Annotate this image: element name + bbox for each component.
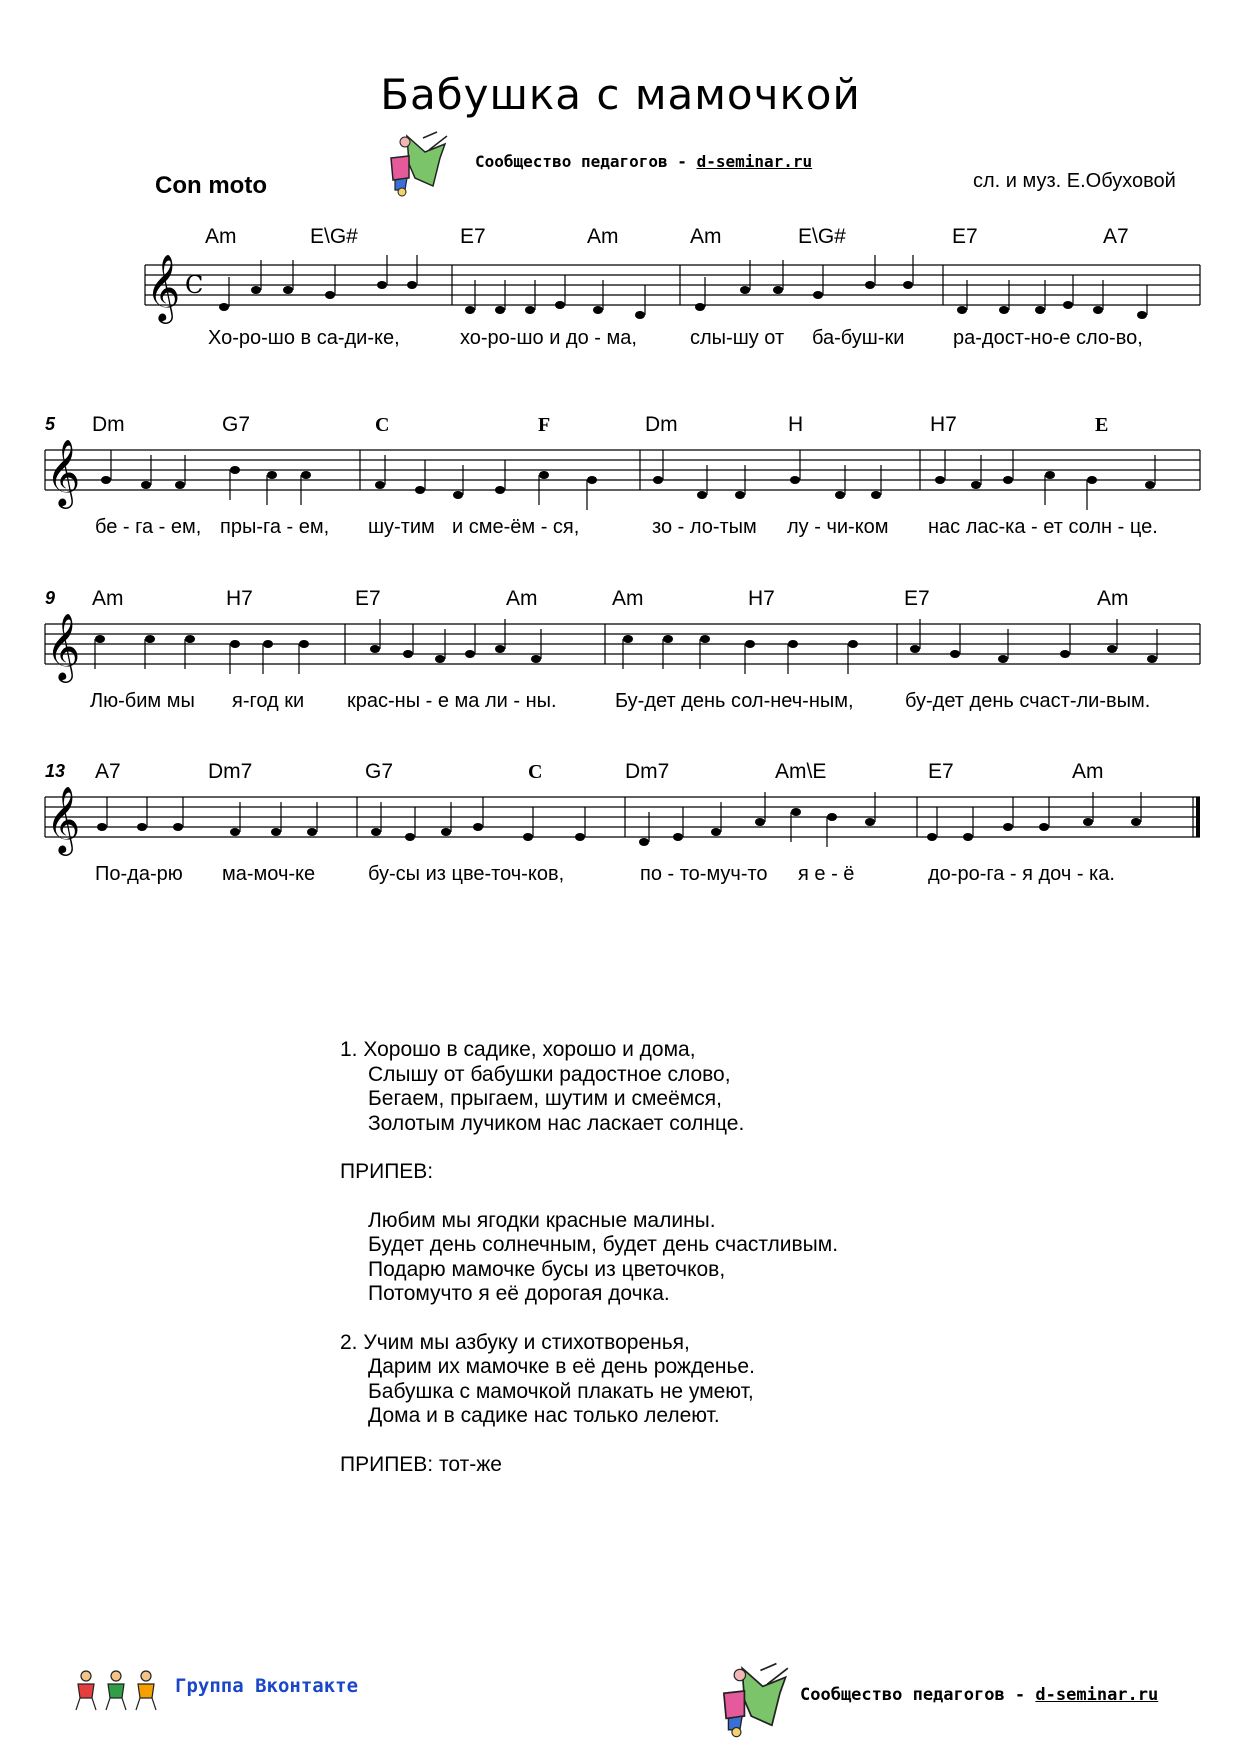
lyric-line: я е - ё xyxy=(798,863,855,885)
lyric-line: ба-буш-ки xyxy=(812,327,905,349)
verse-1-line: Слышу от бабушки радостное слово, xyxy=(368,1062,731,1086)
verse-2-line: Бабушка с мамочкой плакать не умеют, xyxy=(368,1379,754,1403)
verse-1-line: 1. Хорошо в садике, хорошо и дома, xyxy=(340,1038,696,1061)
footer-site-link[interactable]: d-seminar.ru xyxy=(1035,1685,1159,1705)
chord-symbol: Am\E xyxy=(775,760,827,783)
measure-number: 5 xyxy=(45,414,56,434)
chord-symbol: E7 xyxy=(952,225,978,248)
community-site-link[interactable]: d-seminar.ru xyxy=(696,152,813,171)
chord-symbol: H7 xyxy=(930,413,957,436)
verse-1-line: Бегаем, прыгаем, шутим и смеёмся, xyxy=(368,1087,722,1110)
lyric-line: крас-ны - е ма ли - ны. xyxy=(347,690,557,712)
staff-system-1 xyxy=(0,225,1241,375)
chord-symbol: H xyxy=(788,413,804,436)
staff-system-4 xyxy=(0,745,1241,895)
staff xyxy=(0,225,1241,375)
chord-symbol: E\G# xyxy=(310,225,358,248)
treble-clef-icon: 𝄞 xyxy=(46,438,81,506)
chorus-line: Подарю мамочке бусы из цветочков, xyxy=(368,1257,726,1281)
dancing-kids-icon xyxy=(72,1668,162,1712)
verse-2-line: Дарим их мамочке в её день рожденье. xyxy=(368,1355,755,1378)
lyric-line: бу-сы из цве-точ-ков, xyxy=(368,863,565,885)
chord-symbol: E7 xyxy=(904,587,930,610)
chord-symbol: A7 xyxy=(1103,225,1129,248)
lyric-line: бе - га - ем, xyxy=(95,516,202,538)
song-title: Бабушка с мамочкой xyxy=(380,70,861,119)
lyric-line: до-ро-га - я доч - ка. xyxy=(928,863,1115,885)
footer-community-label: Сообщество педагогов - xyxy=(800,1685,1026,1705)
lyric-line: бу-дет день счаст-ли-вым. xyxy=(905,690,1151,712)
lyric-line: и сме-ём - ся, xyxy=(452,516,580,538)
lyric-line: Бу-дет день сол-неч-ным, xyxy=(615,690,854,712)
chord-symbol: F xyxy=(538,414,551,436)
community-label: Сообщество педагогов - xyxy=(475,152,687,171)
lyric-line: По-да-рю xyxy=(95,863,183,885)
lyric-line: Хо-ро-шо в са-ди-ке, xyxy=(208,327,400,349)
lyric-line: хо-ро-шо и до - ма, xyxy=(460,327,637,349)
chord-symbol: E7 xyxy=(928,760,954,783)
final-barline xyxy=(1196,797,1200,837)
children-logo-icon xyxy=(717,1658,797,1740)
lyric-line: Лю-бим мы xyxy=(90,690,195,712)
chord-symbol: H7 xyxy=(748,587,775,610)
chord-symbol: G7 xyxy=(365,760,394,783)
chord-symbol: Am xyxy=(92,587,124,610)
verse-1-line: Золотым лучиком нас ласкает солнце. xyxy=(368,1111,745,1135)
chord-symbol: Am xyxy=(587,225,619,248)
chorus-line: Потомучто я её дорогая дочка. xyxy=(368,1282,670,1305)
lyric-line: нас лас-ка - ет солн - це. xyxy=(928,516,1158,538)
lyric-line: ра-дост-но-е сло-во, xyxy=(953,327,1143,349)
lyric-line: я-год ки xyxy=(232,690,305,712)
tempo-marking: Con moto xyxy=(155,172,267,199)
staff-system-3 xyxy=(0,572,1241,722)
lyric-line: ма-моч-ке xyxy=(222,863,316,885)
chorus-line: Будет день солнечным, будет день счастливым. xyxy=(368,1233,839,1256)
chord-symbol: Dm xyxy=(92,413,125,436)
treble-clef-icon: 𝄞 xyxy=(46,612,81,680)
chord-symbol: Am xyxy=(612,587,644,610)
measure-number: 13 xyxy=(45,761,66,781)
chord-symbol: H7 xyxy=(226,587,253,610)
chord-symbol: Dm xyxy=(645,413,678,436)
chord-symbol: Am xyxy=(205,225,237,248)
common-time-icon: C xyxy=(185,271,204,299)
chord-symbol: Dm7 xyxy=(208,760,253,783)
treble-clef-icon: 𝄞 xyxy=(146,253,181,321)
vk-group-link[interactable]: Группа Вконтакте xyxy=(175,1675,359,1697)
song-lyrics-text xyxy=(340,1038,980,1477)
measure-number: 9 xyxy=(45,588,56,608)
lyric-line: пры-га - ем, xyxy=(220,516,330,538)
lyric-line: по - то-муч-то xyxy=(640,863,768,885)
children-logo-icon xyxy=(385,128,455,198)
chord-symbol: A7 xyxy=(95,760,121,783)
author-credit: сл. и муз. Е.Обуховой xyxy=(973,170,1176,192)
verse-2-line: 2. Учим мы азбуку и стихотворенья, xyxy=(340,1330,690,1354)
chorus-repeat xyxy=(340,1453,980,1478)
chord-symbol: Dm7 xyxy=(625,760,670,783)
chorus-repeat-note: тот-же xyxy=(438,1452,502,1476)
chord-symbol: Am xyxy=(690,225,722,248)
chord-symbol: E xyxy=(1095,414,1109,436)
verse-2-line: Дома и в садике нас только лелеют. xyxy=(368,1404,720,1427)
chord-symbol: E7 xyxy=(460,225,486,248)
community-credit xyxy=(475,152,812,171)
chord-symbol: E7 xyxy=(355,587,381,610)
chord-symbol: E\G# xyxy=(798,225,846,248)
staff-system-2 xyxy=(0,398,1241,548)
chorus-repeat-label: ПРИПЕВ: xyxy=(340,1452,434,1476)
footer-community-credit xyxy=(800,1685,1158,1705)
chord-symbol: C xyxy=(528,761,543,783)
chorus-label: ПРИПЕВ: xyxy=(340,1160,434,1183)
chord-symbol: Am xyxy=(1097,587,1129,610)
lyric-line: зо - ло-тым xyxy=(652,516,757,538)
chord-symbol: Am xyxy=(1072,760,1104,783)
treble-clef-icon: 𝄞 xyxy=(46,785,81,853)
chord-symbol: C xyxy=(375,414,390,436)
chorus-line: Любим мы ягодки красные малины. xyxy=(368,1208,716,1232)
lyric-line: лу - чи-ком xyxy=(787,516,889,538)
lyric-line: слы-шу от xyxy=(690,327,785,349)
chord-symbol: G7 xyxy=(222,413,251,436)
chord-symbol: Am xyxy=(506,587,538,610)
lyric-line: шу-тим xyxy=(368,516,435,538)
